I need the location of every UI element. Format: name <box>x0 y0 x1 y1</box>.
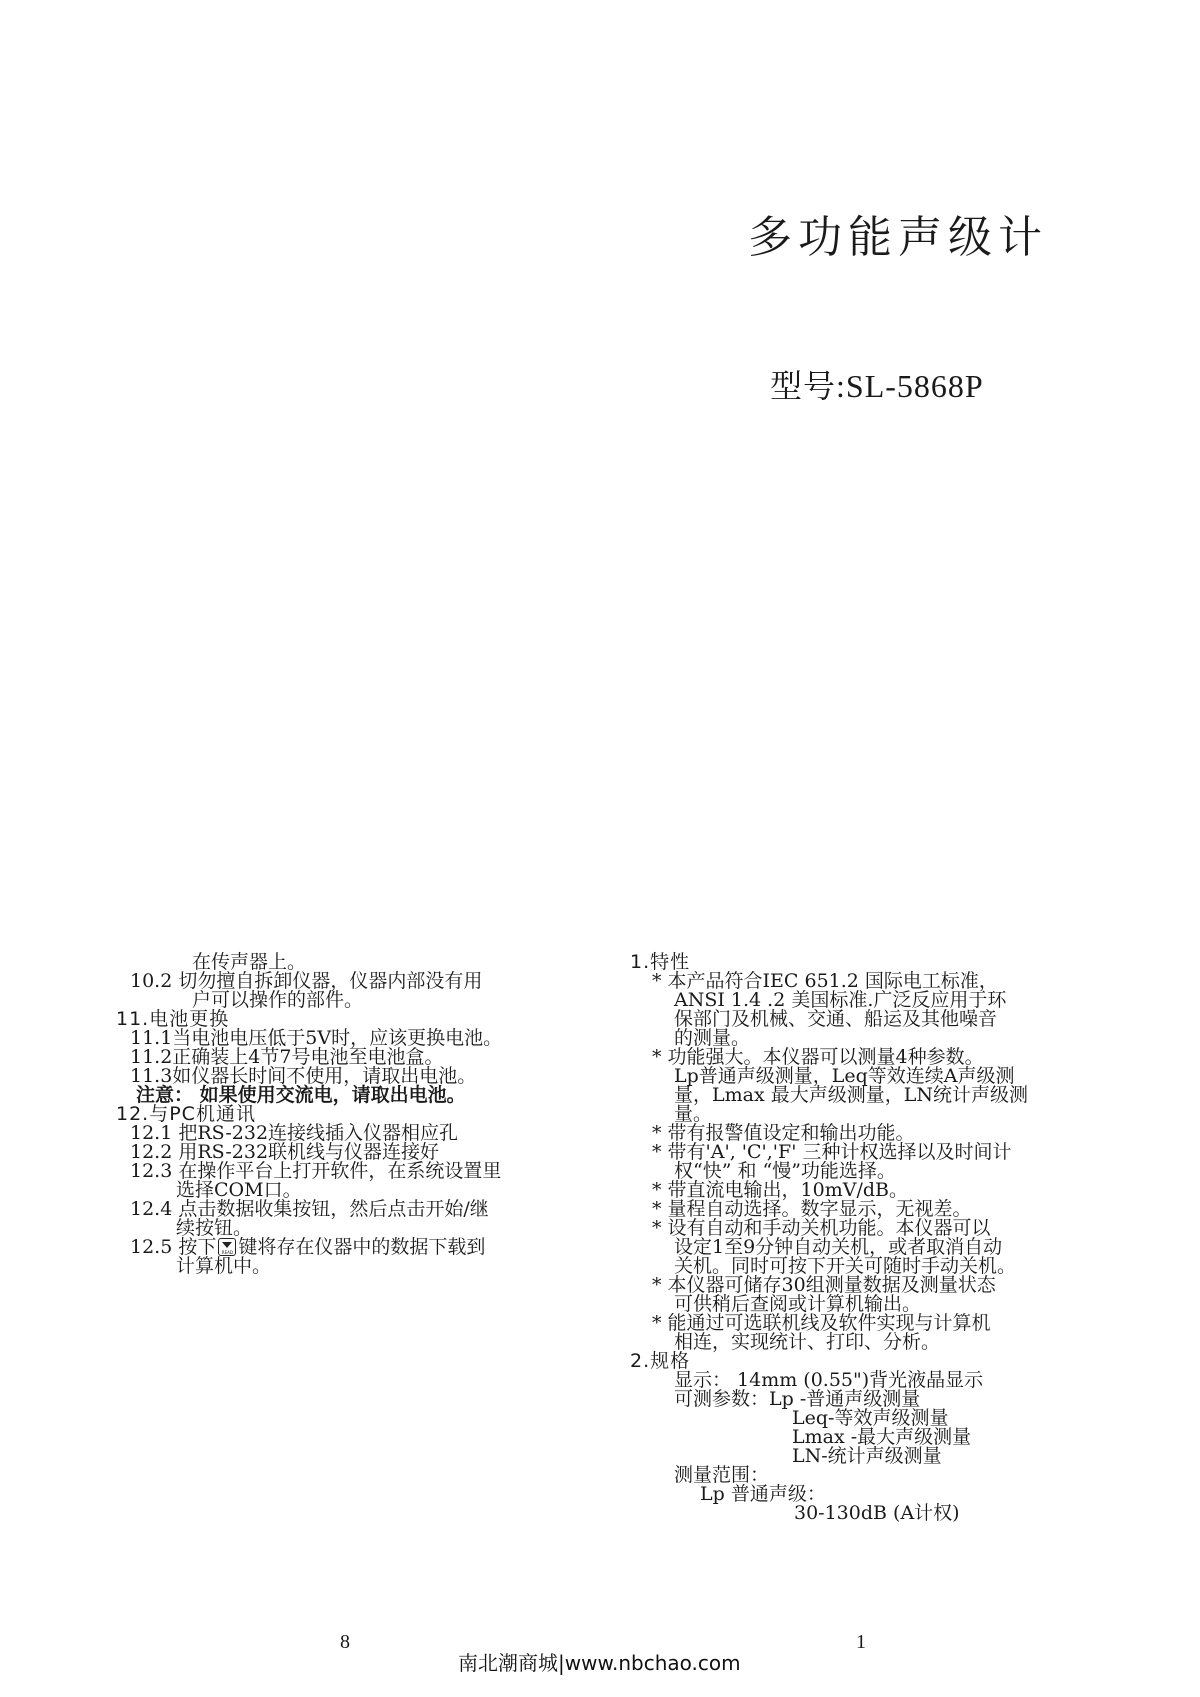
section-heading: 12.与PC机通讯 <box>116 1103 256 1125</box>
spec-line: Leq-等效声级测量 <box>792 1407 949 1429</box>
bullet-line: * 带有'A', 'C','F' 三种计权选择以及时间计 <box>652 1141 1012 1163</box>
text-line: 11.3如仪器长时间不使用，请取出电池。 <box>130 1065 477 1087</box>
note-line: 注意： 如果使用交流电，请取出电池。 <box>136 1084 466 1106</box>
document-title: 多功能声级计 <box>748 212 1048 263</box>
text-line: 的测量。 <box>674 1027 751 1049</box>
text-line: 计算机中。 <box>176 1255 272 1277</box>
text-line: 权“快” 和 “慢”功能选择。 <box>674 1160 896 1182</box>
text-line: ANSI 1.4 .2 美国标准.广泛反应用于环 <box>674 989 1007 1011</box>
text-line: 量，Lmax 最大声级测量，LN统计声级测 <box>674 1084 1028 1106</box>
read-key-icon <box>218 1238 236 1256</box>
text-line: 户可以操作的部件。 <box>192 989 364 1011</box>
bullet-line: * 设有自动和手动关机功能。本仪器可以 <box>652 1217 991 1239</box>
spec-line: 30-130dB (A计权) <box>794 1502 960 1524</box>
text-line: 12.4 点击数据收集按钮，然后点击开始/继 <box>130 1198 489 1220</box>
text-line: 11.1当电池电压低于5V时，应该更换电池。 <box>130 1027 503 1049</box>
spec-line: 可测参数：Lp -普通声级测量 <box>674 1388 921 1410</box>
text-line: 保部门及机械、交通、船运及其他噪音 <box>674 1008 998 1030</box>
bullet-line: * 量程自动选择。数字显示，无视差。 <box>652 1198 972 1220</box>
bullet-line: * 本仪器可储存30组测量数据及测量状态 <box>652 1274 996 1296</box>
footer-watermark[interactable]: 南北潮商城|www.nbchao.com <box>458 1651 741 1675</box>
spec-line: 测量范围： <box>674 1464 770 1486</box>
spec-line: Lp 普通声级： <box>700 1483 826 1505</box>
text-line: 选择COM口。 <box>176 1179 302 1201</box>
bullet-line: * 带直流电输出，10mV/dB。 <box>652 1179 908 1201</box>
text-fragment: 12.5 按下 <box>130 1236 217 1258</box>
text-fragment: 键将存在仪器中的数据下载到 <box>238 1236 486 1258</box>
page-number-right: 1 <box>856 1631 866 1653</box>
spec-line: Lmax -最大声级测量 <box>792 1426 972 1448</box>
text-line: 11.2正确装上4节7号电池至电池盒。 <box>130 1046 444 1068</box>
bullet-line: * 功能强大。本仪器可以测量4种参数。 <box>652 1046 984 1068</box>
spec-line: LN-统计声级测量 <box>792 1445 942 1467</box>
text-line: 关机。同时可按下开关可随时手动关机。 <box>674 1255 1017 1277</box>
section-heading: 11.电池更换 <box>116 1008 230 1030</box>
bullet-line: * 带有报警值设定和输出功能。 <box>652 1122 915 1144</box>
text-line: 12.1 把RS-232连接线插入仪器相应孔 <box>130 1122 459 1144</box>
bullet-line: * 能通过可选联机线及软件实现与计算机 <box>652 1312 991 1334</box>
text-line: 可供稍后查阅或计算机输出。 <box>674 1293 922 1315</box>
text-line: 相连，实现统计、打印、分析。 <box>674 1331 941 1353</box>
right-column <box>630 953 1100 1523</box>
bullet-line: * 本产品符合IEC 651.2 国际电工标准， <box>652 970 998 992</box>
section-heading: 1.特性 <box>630 951 691 973</box>
spec-line: 显示： 14mm (0.55")背光液晶显示 <box>674 1369 984 1391</box>
text-line: 12.2 用RS-232联机线与仪器连接好 <box>130 1141 440 1163</box>
model-number: 型号:SL-5868P <box>770 368 984 404</box>
text-line: Lp普通声级测量，Leq等效连续A声级测 <box>674 1065 1015 1087</box>
text-line: 续按钮。 <box>176 1217 253 1239</box>
left-column <box>112 953 582 1276</box>
text-line: 10.2 切勿擅自拆卸仪器，仪器内部没有用 <box>130 970 483 992</box>
section-heading: 2.规格 <box>630 1350 691 1372</box>
page-number-left: 8 <box>340 1631 350 1653</box>
text-line: 在传声器上。 <box>192 951 307 973</box>
text-line: 量。 <box>674 1103 713 1125</box>
text-line: 设定1至9分钟自动关机，或者取消自动 <box>674 1236 1003 1258</box>
text-line: 12.3 在操作平台上打开软件，在系统设置里 <box>130 1160 502 1182</box>
